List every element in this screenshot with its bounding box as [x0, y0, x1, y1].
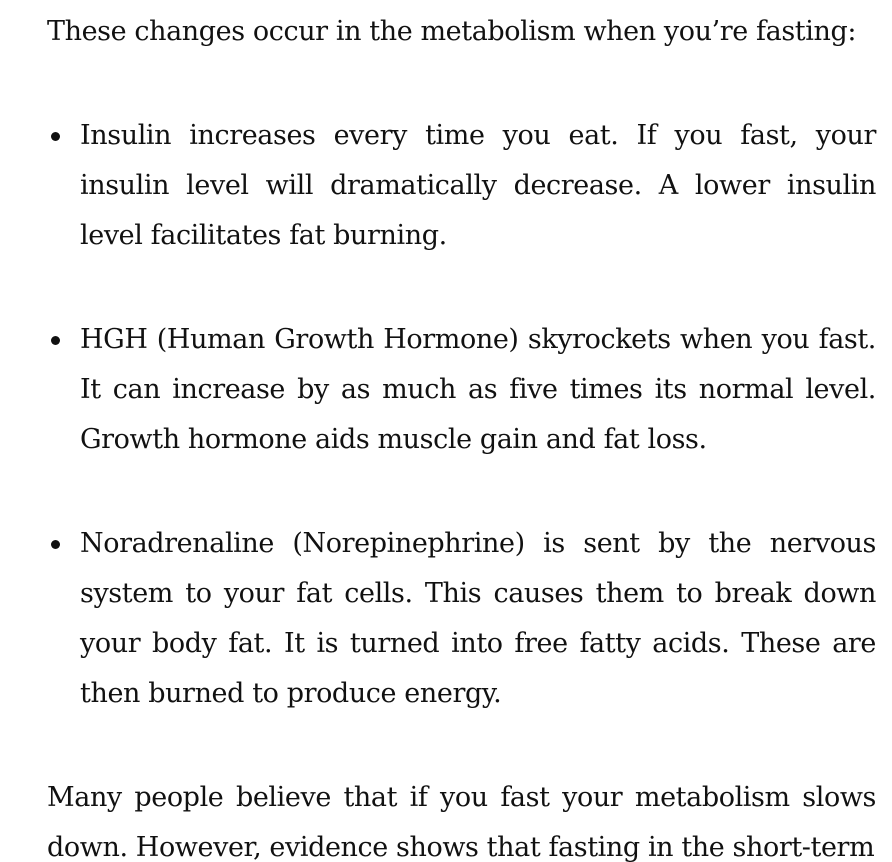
closing-paragraph: Many people believe that if you fast your metabolism slows down. However, evidence shows that fasting in the short-term — [47, 782, 876, 862]
metabolism-changes-list — [47, 111, 876, 719]
bullet-icon — [51, 336, 60, 345]
list-item-insulin — [47, 111, 876, 261]
bullet-icon — [51, 132, 60, 141]
list-item-text: Insulin increases every time you eat. If you fast, your insulin level will dramatically decrease. A lower insulin level facilitates fat burning. — [80, 120, 876, 251]
list-item-text: Noradrenaline (Norepinephrine) is sent by the nervous system to your fat cells. This causes them to break down your body fat. It is turned into free fatty acids. These are then burned to produce energy. — [80, 528, 876, 709]
list-item-hgh — [47, 315, 876, 465]
intro-paragraph: These changes occur in the metabolism when you’re fasting: — [47, 16, 857, 47]
bullet-icon — [51, 540, 60, 549]
list-item-noradrenaline — [47, 519, 876, 719]
list-item-text: HGH (Human Growth Hormone) skyrockets when you fast. It can increase by as much as five times its normal level. Growth hormone aids muscle gain and fat loss. — [80, 324, 876, 455]
